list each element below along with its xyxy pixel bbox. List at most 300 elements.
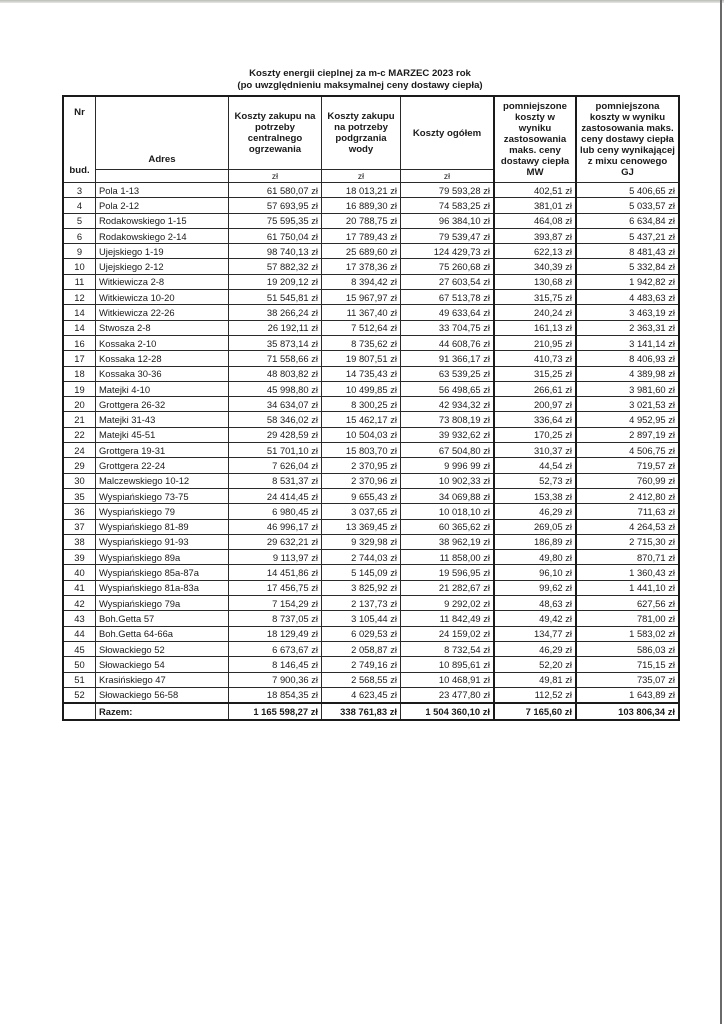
cell-mw-reduced: 340,39 zł (494, 259, 576, 274)
cell-gj-reduced: 4 952,95 zł (576, 412, 679, 427)
header-bud-label: bud. (69, 165, 90, 176)
cell-co-cost: 35 873,14 zł (229, 335, 322, 350)
cell-mw-reduced: 52,73 zł (494, 473, 576, 488)
cell-address: Kossaka 30-36 (96, 366, 229, 381)
cell-total-cost: 63 539,25 zł (401, 366, 495, 381)
cell-co-cost: 7 626,04 zł (229, 458, 322, 473)
cell-gj-reduced: 719,57 zł (576, 458, 679, 473)
cell-total-cost: 39 932,62 zł (401, 427, 495, 442)
unit-total: zł (401, 170, 495, 183)
cell-water-cost: 10 499,85 zł (322, 381, 401, 396)
cell-building-nr: 21 (63, 412, 96, 427)
cell-gj-reduced: 5 033,57 zł (576, 198, 679, 213)
cell-address: Witkiewicza 10-20 (96, 290, 229, 305)
cell-total-cost: 49 633,64 zł (401, 305, 495, 320)
cell-gj-reduced: 1 360,43 zł (576, 565, 679, 580)
cell-co-cost: 75 595,35 zł (229, 213, 322, 228)
cell-mw-reduced: 170,25 zł (494, 427, 576, 442)
cell-gj-reduced: 627,56 zł (576, 596, 679, 611)
table-row (63, 458, 679, 473)
cell-address: Grottgera 26-32 (96, 397, 229, 412)
total-total: 1 504 360,10 zł (401, 703, 495, 720)
cell-gj-reduced: 4 389,98 zł (576, 366, 679, 381)
cell-gj-reduced: 4 506,75 zł (576, 443, 679, 458)
cell-building-nr: 37 (63, 519, 96, 534)
cell-mw-reduced: 46,29 zł (494, 641, 576, 656)
cell-total-cost: 74 583,25 zł (401, 198, 495, 213)
cell-address: Witkiewicza 22-26 (96, 305, 229, 320)
cell-gj-reduced: 5 332,84 zł (576, 259, 679, 274)
cell-water-cost: 2 744,03 zł (322, 550, 401, 565)
cell-mw-reduced: 52,20 zł (494, 657, 576, 672)
cell-water-cost: 2 370,95 zł (322, 458, 401, 473)
cell-gj-reduced: 3 463,19 zł (576, 305, 679, 320)
cell-gj-reduced: 2 715,30 zł (576, 534, 679, 549)
cell-address: Matejki 4-10 (96, 381, 229, 396)
cell-address: Wyspiańskiego 89a (96, 550, 229, 565)
cell-address: Wyspiańskiego 79 (96, 504, 229, 519)
cell-mw-reduced: 49,80 zł (494, 550, 576, 565)
cell-gj-reduced: 5 406,65 zł (576, 183, 679, 198)
header-building-nr (63, 96, 96, 183)
cell-co-cost: 45 998,80 zł (229, 381, 322, 396)
cell-building-nr: 16 (63, 335, 96, 350)
cell-building-nr: 18 (63, 366, 96, 381)
header-co-costs: Koszty zakupu na potrzeby centralnego ogrzewania (229, 96, 322, 170)
cell-mw-reduced: 240,24 zł (494, 305, 576, 320)
cell-total-cost: 10 018,10 zł (401, 504, 495, 519)
cell-building-nr: 19 (63, 381, 96, 396)
cell-building-nr: 22 (63, 427, 96, 442)
cell-mw-reduced: 49,81 zł (494, 672, 576, 687)
cell-total-cost: 19 596,95 zł (401, 565, 495, 580)
cell-mw-reduced: 46,29 zł (494, 504, 576, 519)
document-subtitle: (po uwzględnieniu maksymalnej ceny dostawy ciepła) (237, 80, 483, 91)
table-row (63, 305, 679, 320)
cell-total-cost: 38 962,19 zł (401, 534, 495, 549)
cell-mw-reduced: 393,87 zł (494, 228, 576, 243)
cell-address: Witkiewicza 2-8 (96, 274, 229, 289)
unit-address (96, 170, 229, 183)
total-label: Razem: (96, 703, 229, 720)
cell-gj-reduced: 735,07 zł (576, 672, 679, 687)
header-mw-reduced (494, 96, 576, 183)
table-row (63, 366, 679, 381)
cell-mw-reduced: 153,38 zł (494, 488, 576, 503)
cell-address: Ujejskiego 2-12 (96, 259, 229, 274)
cell-address: Grottgera 19-31 (96, 443, 229, 458)
heat-costs-table (62, 95, 680, 721)
cell-building-nr: 12 (63, 290, 96, 305)
header-gj-unit: GJ (621, 167, 634, 178)
cell-address: Wyspiańskiego 81a-83a (96, 580, 229, 595)
cell-mw-reduced: 402,51 zł (494, 183, 576, 198)
cell-co-cost: 8 737,05 zł (229, 611, 322, 626)
cell-gj-reduced: 4 483,63 zł (576, 290, 679, 305)
cell-mw-reduced: 310,37 zł (494, 443, 576, 458)
cell-gj-reduced: 3 021,53 zł (576, 397, 679, 412)
cell-water-cost: 2 137,73 zł (322, 596, 401, 611)
cell-address: Słowackiego 54 (96, 657, 229, 672)
table-row (63, 290, 679, 305)
cell-mw-reduced: 48,63 zł (494, 596, 576, 611)
cell-gj-reduced: 2 363,31 zł (576, 320, 679, 335)
cell-address: Wyspiańskiego 73-75 (96, 488, 229, 503)
cell-gj-reduced: 1 583,02 zł (576, 626, 679, 641)
cell-mw-reduced: 210,95 zł (494, 335, 576, 350)
table-header-row (63, 96, 679, 170)
cell-mw-reduced: 381,01 zł (494, 198, 576, 213)
cell-total-cost: 75 260,68 zł (401, 259, 495, 274)
cell-total-cost: 42 934,32 zł (401, 397, 495, 412)
cell-gj-reduced: 1 643,89 zł (576, 687, 679, 703)
cell-building-nr: 14 (63, 305, 96, 320)
cell-total-cost: 9 292,02 zł (401, 596, 495, 611)
cell-water-cost: 3 825,92 zł (322, 580, 401, 595)
cell-co-cost: 24 414,45 zł (229, 488, 322, 503)
cell-address: Matejki 45-51 (96, 427, 229, 442)
cell-co-cost: 9 113,97 zł (229, 550, 322, 565)
table-row (63, 657, 679, 672)
cell-address: Boh.Getta 57 (96, 611, 229, 626)
cell-address: Kossaka 2-10 (96, 335, 229, 350)
header-gj-reduced (576, 96, 679, 183)
cell-water-cost: 17 789,43 zł (322, 228, 401, 243)
cell-water-cost: 9 329,98 zł (322, 534, 401, 549)
cell-co-cost: 61 750,04 zł (229, 228, 322, 243)
table-row (63, 183, 679, 198)
cell-co-cost: 7 900,36 zł (229, 672, 322, 687)
cell-gj-reduced: 760,99 zł (576, 473, 679, 488)
cell-address: Stwosza 2-8 (96, 320, 229, 335)
scan-edge-right (720, 0, 722, 1024)
cell-mw-reduced: 315,25 zł (494, 366, 576, 381)
cell-co-cost: 51 545,81 zł (229, 290, 322, 305)
cell-water-cost: 8 394,42 zł (322, 274, 401, 289)
cell-water-cost: 11 367,40 zł (322, 305, 401, 320)
cell-total-cost: 56 498,65 zł (401, 381, 495, 396)
table-row (63, 596, 679, 611)
cell-total-cost: 11 858,00 zł (401, 550, 495, 565)
cell-water-cost: 19 807,51 zł (322, 351, 401, 366)
table-row (63, 672, 679, 687)
cell-address: Kossaka 12-28 (96, 351, 229, 366)
cell-mw-reduced: 44,54 zł (494, 458, 576, 473)
cell-address: Wyspiańskiego 91-93 (96, 534, 229, 549)
total-mw: 7 165,60 zł (494, 703, 576, 720)
cell-building-nr: 45 (63, 641, 96, 656)
cell-total-cost: 67 504,80 zł (401, 443, 495, 458)
total-gj: 103 806,34 zł (576, 703, 679, 720)
cell-mw-reduced: 410,73 zł (494, 351, 576, 366)
cell-building-nr: 38 (63, 534, 96, 549)
cell-co-cost: 58 346,02 zł (229, 412, 322, 427)
header-address: Adres (96, 96, 229, 170)
cell-water-cost: 15 462,17 zł (322, 412, 401, 427)
cell-water-cost: 15 967,97 zł (322, 290, 401, 305)
cell-building-nr: 9 (63, 244, 96, 259)
cell-co-cost: 57 693,95 zł (229, 198, 322, 213)
cell-building-nr: 40 (63, 565, 96, 580)
cell-water-cost: 9 655,43 zł (322, 488, 401, 503)
cell-total-cost: 27 603,54 zł (401, 274, 495, 289)
header-water-costs: Koszty zakupu na potrzeby podgrzania wody (322, 96, 401, 170)
cell-water-cost: 2 058,87 zł (322, 641, 401, 656)
cell-co-cost: 51 701,10 zł (229, 443, 322, 458)
cell-total-cost: 67 513,78 zł (401, 290, 495, 305)
cell-building-nr: 29 (63, 458, 96, 473)
cell-gj-reduced: 870,71 zł (576, 550, 679, 565)
cell-water-cost: 7 512,64 zł (322, 320, 401, 335)
cell-gj-reduced: 715,15 zł (576, 657, 679, 672)
cell-co-cost: 6 980,45 zł (229, 504, 322, 519)
table-row (63, 244, 679, 259)
table-row (63, 488, 679, 503)
cell-water-cost: 2 749,16 zł (322, 657, 401, 672)
cell-total-cost: 10 468,91 zł (401, 672, 495, 687)
cell-building-nr: 30 (63, 473, 96, 488)
cell-address: Grottgera 22-24 (96, 458, 229, 473)
cell-total-cost: 33 704,75 zł (401, 320, 495, 335)
cell-water-cost: 3 037,65 zł (322, 504, 401, 519)
document-title: Koszty energii cieplnej za m-c MARZEC 2023 rok (249, 68, 471, 79)
cell-total-cost: 23 477,80 zł (401, 687, 495, 703)
cell-building-nr: 3 (63, 183, 96, 198)
cell-water-cost: 18 013,21 zł (322, 183, 401, 198)
cell-water-cost: 10 504,03 zł (322, 427, 401, 442)
cell-gj-reduced: 781,00 zł (576, 611, 679, 626)
cell-address: Ujejskiego 1-19 (96, 244, 229, 259)
cell-building-nr: 44 (63, 626, 96, 641)
cell-gj-reduced: 4 264,53 zł (576, 519, 679, 534)
scan-edge-top (0, 0, 724, 3)
cell-building-nr: 42 (63, 596, 96, 611)
cell-address: Pola 1-13 (96, 183, 229, 198)
cell-address: Wyspiańskiego 79a (96, 596, 229, 611)
table-row (63, 213, 679, 228)
cell-total-cost: 21 282,67 zł (401, 580, 495, 595)
table-row (63, 519, 679, 534)
cell-gj-reduced: 1 441,10 zł (576, 580, 679, 595)
cell-mw-reduced: 269,05 zł (494, 519, 576, 534)
table-row (63, 259, 679, 274)
cell-co-cost: 8 531,37 zł (229, 473, 322, 488)
cell-co-cost: 38 266,24 zł (229, 305, 322, 320)
cell-building-nr: 6 (63, 228, 96, 243)
cell-mw-reduced: 336,64 zł (494, 412, 576, 427)
cell-water-cost: 16 889,30 zł (322, 198, 401, 213)
cell-mw-reduced: 161,13 zł (494, 320, 576, 335)
cell-mw-reduced: 49,42 zł (494, 611, 576, 626)
table-row (63, 534, 679, 549)
cell-gj-reduced: 6 634,84 zł (576, 213, 679, 228)
cell-total-cost: 24 159,02 zł (401, 626, 495, 641)
cell-mw-reduced: 112,52 zł (494, 687, 576, 703)
cell-address: Wyspiańskiego 81-89 (96, 519, 229, 534)
cell-gj-reduced: 2 897,19 zł (576, 427, 679, 442)
table-row (63, 198, 679, 213)
cell-co-cost: 61 580,07 zł (229, 183, 322, 198)
cell-water-cost: 6 029,53 zł (322, 626, 401, 641)
cell-address: Rodakowskiego 1-15 (96, 213, 229, 228)
cell-total-cost: 91 366,17 zł (401, 351, 495, 366)
cell-water-cost: 17 378,36 zł (322, 259, 401, 274)
cell-co-cost: 26 192,11 zł (229, 320, 322, 335)
cell-total-cost: 34 069,88 zł (401, 488, 495, 503)
cell-gj-reduced: 3 141,14 zł (576, 335, 679, 350)
cell-address: Matejki 31-43 (96, 412, 229, 427)
cell-mw-reduced: 315,75 zł (494, 290, 576, 305)
table-total-row (63, 703, 679, 720)
table-row (63, 320, 679, 335)
cell-co-cost: 14 451,86 zł (229, 565, 322, 580)
cell-building-nr: 50 (63, 657, 96, 672)
table-row (63, 335, 679, 350)
cell-building-nr: 11 (63, 274, 96, 289)
table-row (63, 641, 679, 656)
cell-water-cost: 8 300,25 zł (322, 397, 401, 412)
cell-mw-reduced: 130,68 zł (494, 274, 576, 289)
cell-mw-reduced: 186,89 zł (494, 534, 576, 549)
cell-co-cost: 18 129,49 zł (229, 626, 322, 641)
cell-total-cost: 60 365,62 zł (401, 519, 495, 534)
cell-gj-reduced: 3 981,60 zł (576, 381, 679, 396)
cell-total-cost: 96 384,10 zł (401, 213, 495, 228)
cell-mw-reduced: 266,61 zł (494, 381, 576, 396)
header-mw-text: pomniejszone koszty w wyniku zastosowania maks. ceny dostawy ciepła (500, 101, 570, 167)
table-row (63, 687, 679, 703)
cell-water-cost: 8 735,62 zł (322, 335, 401, 350)
total-nr (63, 703, 96, 720)
table-row (63, 443, 679, 458)
cell-total-cost: 124 429,73 zł (401, 244, 495, 259)
cell-address: Krasińskiego 47 (96, 672, 229, 687)
cell-total-cost: 44 608,76 zł (401, 335, 495, 350)
header-nr-label: Nr (74, 107, 85, 118)
table-row (63, 228, 679, 243)
cell-gj-reduced: 5 437,21 zł (576, 228, 679, 243)
cell-building-nr: 35 (63, 488, 96, 503)
unit-co: zł (229, 170, 322, 183)
unit-water: zł (322, 170, 401, 183)
cell-water-cost: 4 623,45 zł (322, 687, 401, 703)
cell-water-cost: 2 568,55 zł (322, 672, 401, 687)
cell-address: Pola 2-12 (96, 198, 229, 213)
cell-gj-reduced: 1 942,82 zł (576, 274, 679, 289)
cell-water-cost: 2 370,96 zł (322, 473, 401, 488)
cell-co-cost: 34 634,07 zł (229, 397, 322, 412)
cell-building-nr: 52 (63, 687, 96, 703)
cell-co-cost: 29 428,59 zł (229, 427, 322, 442)
cell-total-cost: 9 996 99 zł (401, 458, 495, 473)
table-row (63, 580, 679, 595)
cell-co-cost: 71 558,66 zł (229, 351, 322, 366)
table-row (63, 550, 679, 565)
cell-gj-reduced: 8 481,43 zł (576, 244, 679, 259)
header-mw-unit: MW (526, 167, 544, 178)
table-row (63, 427, 679, 442)
header-gj-text: pomniejszona koszty w wyniku zastosowania maks. ceny dostawy ciepła lub ceny wynikającej z mixu cenowego (580, 101, 675, 167)
cell-mw-reduced: 96,10 zł (494, 565, 576, 580)
cell-total-cost: 8 732,54 zł (401, 641, 495, 656)
cell-total-cost: 11 842,49 zł (401, 611, 495, 626)
cell-building-nr: 5 (63, 213, 96, 228)
cell-mw-reduced: 622,13 zł (494, 244, 576, 259)
cell-total-cost: 10 895,61 zł (401, 657, 495, 672)
cell-building-nr: 14 (63, 320, 96, 335)
table-row (63, 565, 679, 580)
cell-address: Boh.Getta 64-66a (96, 626, 229, 641)
cell-building-nr: 41 (63, 580, 96, 595)
table-row (63, 626, 679, 641)
cell-co-cost: 98 740,13 zł (229, 244, 322, 259)
total-water: 338 761,83 zł (322, 703, 401, 720)
cell-building-nr: 20 (63, 397, 96, 412)
header-total-costs: Koszty ogółem (401, 96, 495, 170)
table-row (63, 381, 679, 396)
cell-gj-reduced: 2 412,80 zł (576, 488, 679, 503)
cell-co-cost: 18 854,35 zł (229, 687, 322, 703)
table-row (63, 611, 679, 626)
cell-address: Malczewskiego 10-12 (96, 473, 229, 488)
cell-co-cost: 29 632,21 zł (229, 534, 322, 549)
cell-address: Rodakowskiego 2-14 (96, 228, 229, 243)
cell-gj-reduced: 711,63 zł (576, 504, 679, 519)
table-row (63, 397, 679, 412)
cell-total-cost: 79 539,47 zł (401, 228, 495, 243)
cell-building-nr: 10 (63, 259, 96, 274)
cell-mw-reduced: 134,77 zł (494, 626, 576, 641)
cell-water-cost: 25 689,60 zł (322, 244, 401, 259)
cell-building-nr: 43 (63, 611, 96, 626)
cell-building-nr: 39 (63, 550, 96, 565)
cell-total-cost: 10 902,33 zł (401, 473, 495, 488)
table-row (63, 274, 679, 289)
cell-mw-reduced: 464,08 zł (494, 213, 576, 228)
cell-water-cost: 13 369,45 zł (322, 519, 401, 534)
table-row (63, 504, 679, 519)
cell-total-cost: 79 593,28 zł (401, 183, 495, 198)
cell-building-nr: 17 (63, 351, 96, 366)
table-row (63, 412, 679, 427)
cell-co-cost: 17 456,75 zł (229, 580, 322, 595)
cell-water-cost: 14 735,43 zł (322, 366, 401, 381)
cell-building-nr: 24 (63, 443, 96, 458)
cell-co-cost: 48 803,82 zł (229, 366, 322, 381)
total-co: 1 165 598,27 zł (229, 703, 322, 720)
cell-co-cost: 46 996,17 zł (229, 519, 322, 534)
cell-address: Słowackiego 56-58 (96, 687, 229, 703)
table-row (63, 473, 679, 488)
cell-co-cost: 57 882,32 zł (229, 259, 322, 274)
cell-address: Słowackiego 52 (96, 641, 229, 656)
cell-co-cost: 7 154,29 zł (229, 596, 322, 611)
cell-gj-reduced: 586,03 zł (576, 641, 679, 656)
cell-water-cost: 5 145,09 zł (322, 565, 401, 580)
cell-water-cost: 3 105,44 zł (322, 611, 401, 626)
cell-water-cost: 15 803,70 zł (322, 443, 401, 458)
cell-co-cost: 19 209,12 zł (229, 274, 322, 289)
cell-address: Wyspiańskiego 85a-87a (96, 565, 229, 580)
cell-mw-reduced: 200,97 zł (494, 397, 576, 412)
cell-building-nr: 4 (63, 198, 96, 213)
cell-water-cost: 20 788,75 zł (322, 213, 401, 228)
cell-gj-reduced: 8 406,93 zł (576, 351, 679, 366)
table-body (63, 183, 679, 704)
cell-building-nr: 36 (63, 504, 96, 519)
cell-mw-reduced: 99,62 zł (494, 580, 576, 595)
cell-co-cost: 8 146,45 zł (229, 657, 322, 672)
